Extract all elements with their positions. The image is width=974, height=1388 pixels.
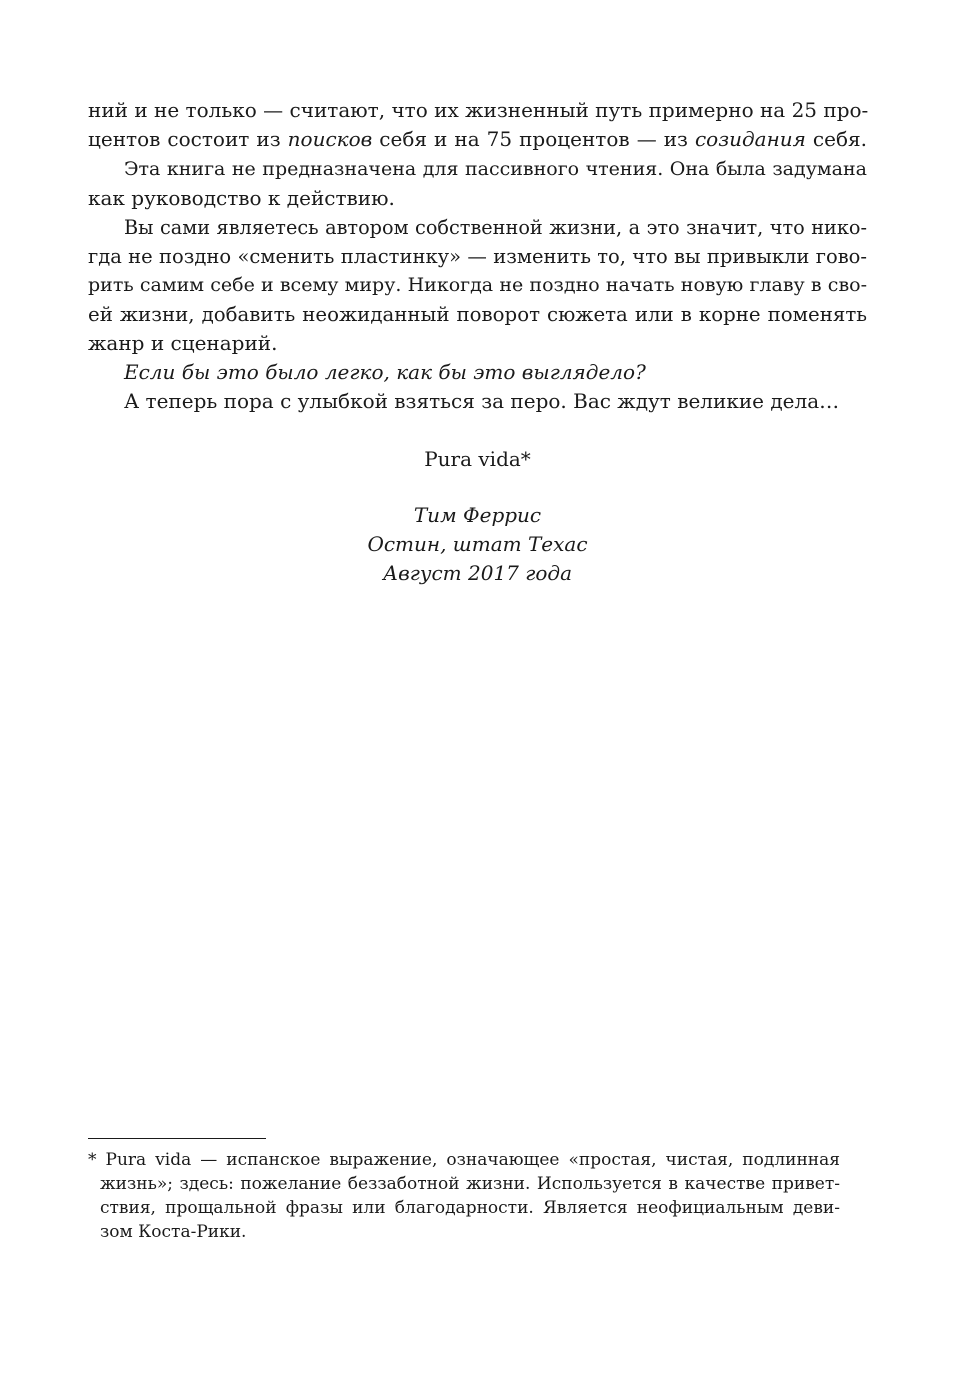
- author-date: Август 2017 года: [382, 561, 573, 585]
- body-line: ний и не только — считают, что их жизненный путь примерно на 25 про-: [88, 98, 869, 122]
- body-line: как руководство к действию.: [88, 186, 395, 210]
- italic-word: созидания: [694, 127, 806, 151]
- body-line: ей жизни, добавить неожиданный поворот сюжета или в корне поменять: [88, 303, 867, 326]
- author-name: Тим Феррис: [413, 503, 542, 527]
- body-line: жанр и сценарий.: [88, 331, 278, 355]
- footnote-line: ствия, прощальной фразы или благодарности. Является неофициальным деви-: [100, 1198, 840, 1218]
- footnote-line: зом Коста-Рики.: [100, 1222, 247, 1242]
- footnote-divider: [88, 1138, 266, 1139]
- text-run: себя и на 75 процентов — из: [372, 127, 695, 151]
- author-place: Остин, штат Техас: [367, 532, 588, 556]
- body-line: рить самим себе и всему миру. Никогда не поздно начать новую главу в сво-: [88, 274, 867, 296]
- footnote-line: жизнь»; здесь: пожелание беззаботной жизни. Используется в качестве привет-: [100, 1174, 840, 1194]
- footnote-line: * Pura vida — испанское выражение, означающее «простая, чистая, подлинная: [88, 1150, 840, 1170]
- body-line: гда не поздно «сменить пластинку» — изменить то, что вы привыкли гово-: [88, 245, 867, 268]
- body-line: [88, 125, 867, 154]
- body-line: Эта книга не предназначена для пассивного чтения. Она была задумана: [124, 158, 867, 180]
- body-line: А теперь пора с улыбкой взяться за перо. Вас ждут великие дела…: [124, 389, 840, 413]
- text-run: себя.: [805, 127, 867, 151]
- body-line: Вы сами являетесь автором собственной жизни, а это значит, что нико-: [124, 216, 867, 239]
- italic-question: Если бы это было легко, как бы это выглядело?: [124, 360, 646, 384]
- text-run: центов состоит из: [88, 127, 288, 151]
- pura-vida-line: Pura vida*: [424, 447, 531, 471]
- italic-word: поисков: [287, 127, 373, 151]
